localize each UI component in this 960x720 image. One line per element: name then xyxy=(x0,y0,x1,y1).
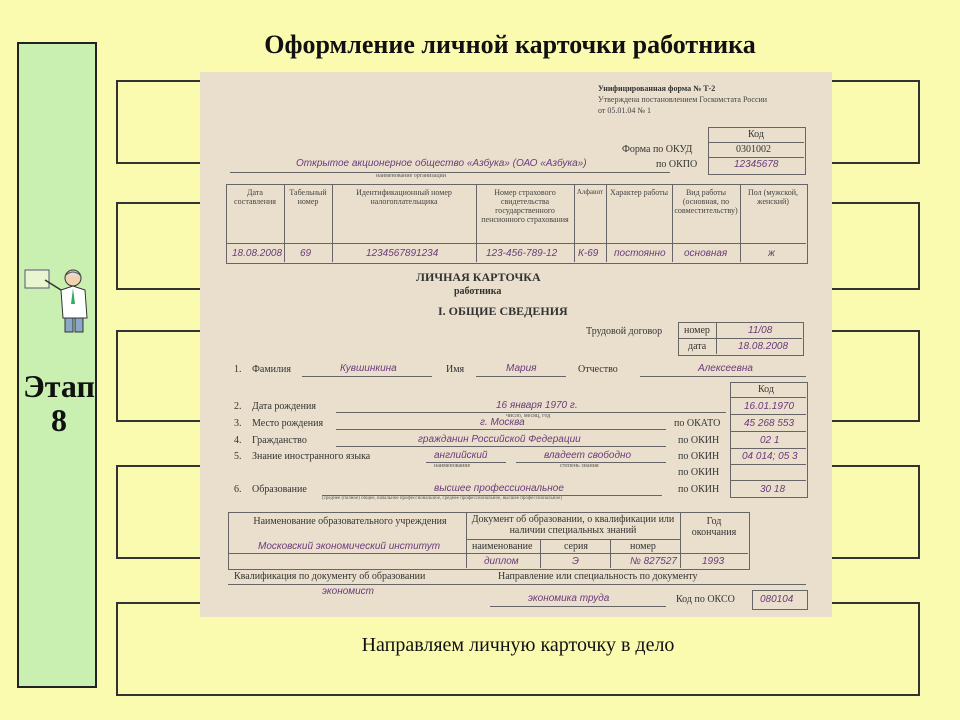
final-step-text: Направляем личную карточку в дело xyxy=(361,634,675,656)
contract-label: Трудовой договор xyxy=(586,326,663,337)
contract-date: 18.08.2008 xyxy=(738,341,789,352)
birth-label: Дата рождения xyxy=(252,401,316,412)
name-value: Мария xyxy=(506,363,537,374)
edu-caption: (среднее (полное) общее, начальное профессиональное, среднее профессиональное, высшее профессиональное) xyxy=(322,496,562,501)
cell-alpha: К-69 xyxy=(578,248,599,259)
name-label: Имя xyxy=(446,364,465,375)
card-title: ЛИЧНАЯ КАРТОЧКА xyxy=(416,270,541,284)
lang-level: владеет свободно xyxy=(544,450,632,461)
col-header-inn: Идентификационный номер налогоплательщика xyxy=(356,188,452,206)
patronymic-label: Отчество xyxy=(578,364,618,375)
place-label: Место рождения xyxy=(252,418,324,429)
okso-label: Код по ОКСО xyxy=(676,594,735,605)
inst-value: Московский экономический институт xyxy=(258,541,441,552)
okpo-label: по ОКПО xyxy=(656,159,698,170)
org-caption: наименование организации xyxy=(376,173,446,179)
code-header: Код xyxy=(748,129,764,140)
qual-label: Квалификация по документу об образовании xyxy=(234,571,426,582)
doc-number-value: № 827527 xyxy=(630,556,677,567)
birth-code: 16.01.1970 xyxy=(744,401,795,412)
okin4-value: 30 18 xyxy=(760,484,786,495)
cell-sex: ж xyxy=(768,248,775,259)
col-header-kind: Вид работы (основная, по совместительству) xyxy=(674,188,738,215)
cell-date: 18.08.2008 xyxy=(232,248,283,259)
approved-date: от 05.01.04 № 1 xyxy=(598,106,652,115)
section-title: I. ОБЩИЕ СВЕДЕНИЯ xyxy=(438,304,568,318)
qual-value: экономист xyxy=(322,586,375,597)
doc-header: Документ об образовании, о квалификации или наличии специальных знаний xyxy=(471,514,675,536)
lang-label: Знание иностранного языка xyxy=(252,451,371,462)
edu-value: высшее профессиональное xyxy=(434,483,564,494)
inst-header: Наименование образовательного учреждения xyxy=(253,516,447,527)
stage-panel xyxy=(17,42,97,688)
contract-date-label: дата xyxy=(688,341,707,352)
lang-caption-2: степень знания xyxy=(560,463,599,469)
contract-no-label: номер xyxy=(684,325,710,336)
okato-value: 45 268 553 xyxy=(744,418,795,429)
okso-value: 080104 xyxy=(760,594,794,605)
edu-label: Образование xyxy=(252,484,307,495)
okin3-label: по ОКИН xyxy=(678,467,720,478)
doc-number-header: номер xyxy=(630,541,656,552)
okin2-label: по ОКИН xyxy=(678,451,720,462)
row-num-2: 2. xyxy=(234,401,242,412)
year-value: 1993 xyxy=(702,556,725,567)
doc-name-header: наименование xyxy=(472,541,533,552)
doc-name-value: диплом xyxy=(484,556,519,567)
cell-tab: 69 xyxy=(300,248,312,259)
lang-value: английский xyxy=(434,450,488,461)
okin1-label: по ОКИН xyxy=(678,435,720,446)
personal-card-document xyxy=(200,72,832,617)
approved-text: Утверждена постановлением Госкомстата России xyxy=(598,95,768,104)
doc-series-header: серия xyxy=(564,541,588,552)
stage-word: Этап xyxy=(23,368,95,404)
slide-title: Оформление личной карточки работника xyxy=(264,30,756,59)
cell-snils: 123-456-789-12 xyxy=(486,248,558,259)
okud-value: 0301002 xyxy=(736,144,771,155)
col-header-tab: Табельный номер xyxy=(289,188,327,206)
col-header-sex: Пол (мужской, женский) xyxy=(748,188,798,206)
surname-value: Кувшинкина xyxy=(340,363,397,374)
col-header-snils: Номер страхового свидетельства государственного пенсионного страхования xyxy=(481,188,569,224)
stage-number: 8 xyxy=(51,402,67,438)
doc-series-value: Э xyxy=(572,556,579,567)
stage-label xyxy=(19,369,99,437)
row-num-4: 4. xyxy=(234,435,242,446)
teacher-figure-icon xyxy=(23,266,93,336)
patronymic-value: Алексеевна xyxy=(698,363,753,374)
col-header-alpha: Алфавит xyxy=(576,188,604,196)
citizen-label: Гражданство xyxy=(252,435,307,446)
row-num-1: 1. xyxy=(234,364,242,375)
cell-nature: постоянно xyxy=(614,248,666,259)
cell-inn: 1234567891234 xyxy=(366,248,439,259)
birth-caption: число, месяц, год xyxy=(506,413,551,419)
lang-caption-1: наименование xyxy=(434,463,471,469)
code2-header: Код xyxy=(758,384,774,395)
citizen-value: гражданин Российской Федерации xyxy=(418,434,581,445)
okin2-value: 04 014; 05 3 xyxy=(742,451,798,462)
okato-label: по ОКАТО xyxy=(674,418,721,429)
org-name: Открытое акционерное общество «Азбука» (ОАО «Азбука») xyxy=(296,158,587,169)
spec-label: Направление или специальность по документу xyxy=(498,571,698,582)
row-num-3: 3. xyxy=(234,418,242,429)
row-num-6: 6. xyxy=(234,484,242,495)
year-header: Год окончания xyxy=(691,516,737,538)
row-num-5: 5. xyxy=(234,451,242,462)
birth-value: 16 января 1970 г. xyxy=(496,400,578,411)
okin4-label: по ОКИН xyxy=(678,484,720,495)
okpo-value: 12345678 xyxy=(734,159,779,170)
col-header-nature: Характер работы xyxy=(609,188,669,197)
spec-value: экономика труда xyxy=(528,593,610,604)
contract-no: 11/08 xyxy=(748,325,773,336)
col-header-date: Дата составления xyxy=(234,188,276,206)
card-subtitle: работника xyxy=(454,286,502,297)
cell-kind: основная xyxy=(684,248,728,259)
place-value: г. Москва xyxy=(480,417,525,428)
surname-label: Фамилия xyxy=(252,364,291,375)
form-name: Унифицированная форма № Т-2 xyxy=(598,84,716,93)
okin1-value: 02 1 xyxy=(760,435,780,446)
okud-label: Форма по ОКУД xyxy=(622,144,693,155)
